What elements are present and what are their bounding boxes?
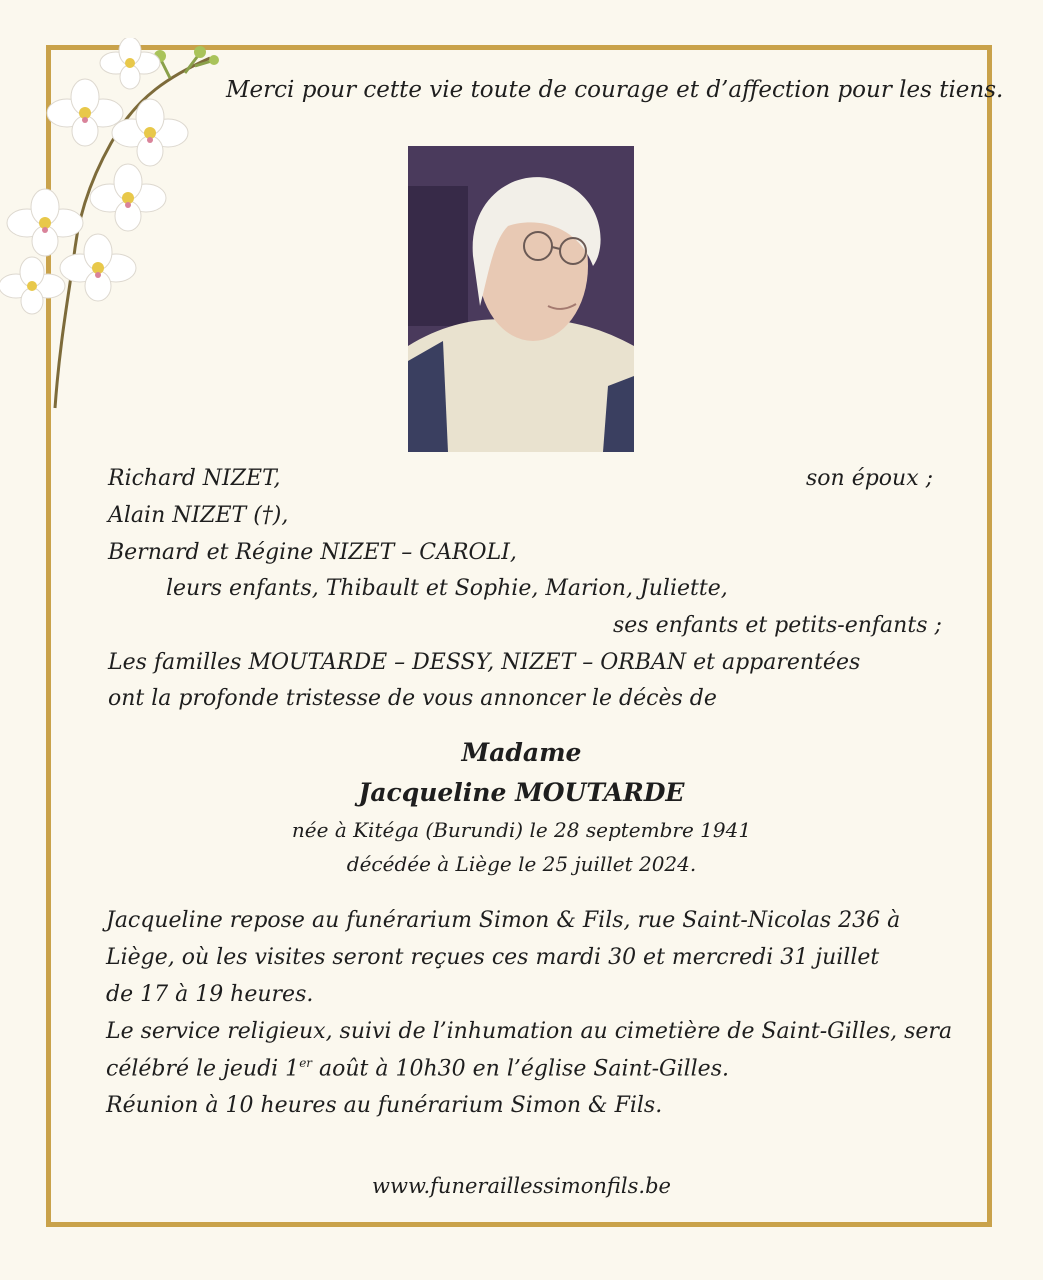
details-line-1: Jacqueline repose au funérarium Simon & Fils, rue Saint-Nicolas 236 à [106,908,901,933]
family-line-4: leurs enfants, Thibault et Sophie, Marion, Juliette, [166,576,728,601]
death-info: décédée à Liège le 25 juillet 2024. [346,852,697,876]
details-line-2: Liège, où les visites seront reçues ces mardi 30 et mercredi 31 juillet [106,945,880,970]
motto-text: Merci pour cette vie toute de courage et d’affection pour les tiens. [226,77,1004,103]
salutation: Madame [461,738,582,767]
family-line-2: Alain NIZET (†), [108,503,289,528]
family-line-3: Bernard et Régine NIZET – CAROLI, [108,540,517,565]
website-link[interactable]: www.funeraillessimonfils.be [372,1174,671,1198]
details-line-4: Le service religieux, suivi de l’inhumation au cimetière de Saint-Gilles, sera [106,1019,953,1044]
family-line-5: ses enfants et petits-enfants ; [613,613,942,638]
family-line-7: ont la profonde tristesse de vous annoncer le décès de [108,686,717,711]
details-line-5-b: août à 10h30 en l’église Saint-Gilles. [312,1056,729,1082]
deceased-name: Jacqueline MOUTARDE [358,778,685,807]
orchid-flower-decoration [0,38,230,418]
details-line-3: de 17 à 19 heures. [106,982,314,1007]
family-line-6: Les familles MOUTARDE – DESSY, NIZET – ORBAN et apparentées [108,650,861,675]
details-line-5-a: célébré le jeudi 1 [106,1056,300,1082]
family-line-spouse: Richard NIZET, [108,466,281,491]
details-line-5-sup: er [299,1056,313,1070]
details-line-6: Réunion à 10 heures au funérarium Simon & Fils. [106,1093,663,1118]
birth-info: née à Kitéga (Burundi) le 28 septembre 1941 [291,818,752,842]
portrait-photo [408,146,634,452]
details-line-5 [106,1056,729,1081]
family-role-spouse: son époux ; [806,466,934,491]
